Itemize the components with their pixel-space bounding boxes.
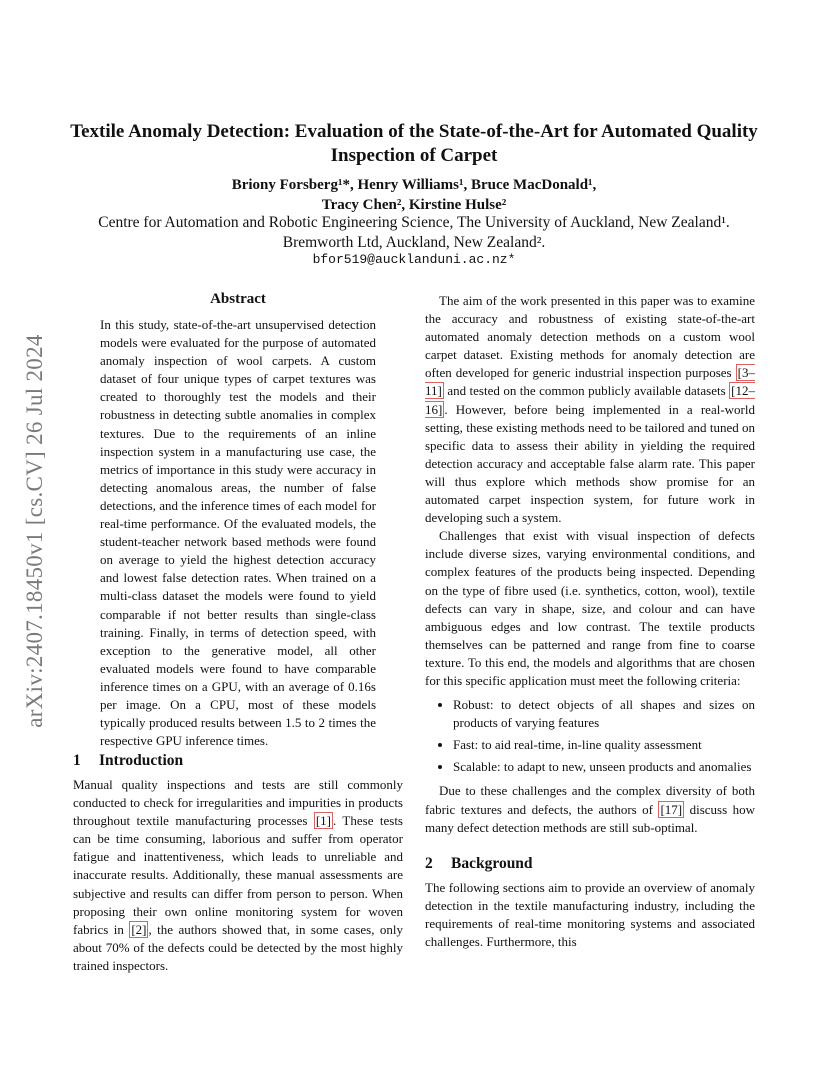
section-heading-introduction (73, 752, 183, 770)
intro-paragraph-4: Due to these challenges and the complex diversity of both fabric textures and defects, the authors of [17] discuss how many defect detection methods are still sub-optimal. (425, 783, 755, 835)
authors-line-2: Tracy Chen², Kirstine Hulse² (321, 197, 507, 213)
section-number: 1 (73, 752, 81, 769)
section-title: Background (451, 854, 533, 872)
section-number: 2 (425, 854, 433, 872)
arxiv-stamp-text: arXiv:2407.18450v1 [cs.CV] 26 Jul 2024 (22, 334, 47, 728)
citation-link[interactable]: [17] (660, 801, 683, 817)
contact-email: bfor519@aucklanduni.ac.nz* (312, 252, 516, 267)
citation-link[interactable]: [3–11] (425, 365, 755, 399)
affiliation-2: Bremworth Ltd, Auckland, New Zealand². (282, 234, 546, 251)
citation-link[interactable]: [12–16] (425, 383, 755, 417)
intro-paragraph-2: The aim of the work presented in this paper was to examine the accuracy and robustness of existing state-of-the-art automated anomaly detection methods on a custom wool carpet dataset. Existing methods for anomaly detection are often developed for generic industrial inspection purposes [3–11] and tested on the common publicly available datasets [12–16] . However, before being implemented in a real-world setting, these existing methods need to be tailored and tuned on specific data to assess their ability in yielding the required detection accuracy and acceptable false alarm rate. This paper will thus explore which methods show promise for an automated carpet inspection system, for future work in developing such a system. (425, 293, 755, 526)
criteria-list (425, 696, 755, 776)
author-list (60, 175, 768, 215)
citation-link[interactable]: [1] (315, 813, 331, 829)
background-paragraph-1: The following sections aim to provide an overview of anomaly detection in the textile manufacturing industry, including the requirements of real-time monitoring systems and associated challenges. Furthermore, this (425, 879, 755, 950)
intro-paragraph-1: Manual quality inspections and tests are still commonly conducted to check for irregularities and impurities in products throughout textile manufacturing processes [1] . These tests can be time consuming, laborious and suffer from operator fatigue and inattentiveness, which leads to unreliable and inaccurate results. Additionally, these manual assessments are subjective and results can differ from person to person. When proposing their own online monitoring system for woven fabrics in [2] , the authors showed that, in some cases, only about 70% of the defects could be detected by the most highly trained inspectors. (73, 777, 403, 973)
list-item: • Scalable: to adapt to new, unseen products and anomalies (453, 758, 755, 776)
paper-title: Textile Anomaly Detection: Evaluation of the State-of-the-Art for Automated Quality Inspection of Carpet (70, 121, 758, 166)
section-heading-background (425, 855, 755, 873)
affiliations (40, 213, 788, 253)
abstract-heading: Abstract (210, 291, 266, 307)
abstract-text: In this study, state-of-the-art unsupervised detection models were evaluated for the purpose of automated anomaly inspection of wool carpets. A custom dataset of four unique types of carpet textures was created to thoroughly test the models and their robustness in detecting subtle anomalies in complex textures. Due to the requirements of an inline inspection system in a manufacturing use case, the metrics of importance in this study were accuracy in detecting anomalous areas, the number of false detections, and the inference times of each model for real-time performance. Of the evaluated models, the student-teacher network based methods were found on average to yield the highest detection accuracy and lowest false detection rates. When trained on a multi-class dataset the models were found to yield comparable if not better results than single-class training. Finally, in terms of detection speed, with exception to the generative model, all other evaluated models were found to have comparable inference times on a GPU, with an average of 0.16s per image. On a CPU, most of these models typically produced results between 1.5 to 2 times the respective GPU inference times. (100, 317, 376, 749)
list-item: • Robust: to detect objects of all shapes and sizes on products of varying features (453, 696, 755, 732)
list-item: • Fast: to aid real-time, in-line quality assessment (453, 736, 755, 754)
authors-line-1: Briony Forsberg¹*, Henry Williams¹, Bruce MacDonald¹, (231, 177, 597, 193)
citation-link[interactable]: [2] (131, 921, 147, 937)
section-title: Introduction (99, 752, 184, 769)
right-column (425, 292, 755, 951)
affiliation-1: Centre for Automation and Robotic Engineering Science, The University of Auckland, New Zealand¹. (98, 214, 730, 231)
intro-paragraph-3: Challenges that exist with visual inspection of defects include diverse sizes, varying environmental conditions, and complex features of the products being inspected. Depending on the type of fibre used (i.e. synthetics, cotton, wool), textile defects can vary in shape, size, and colour and can have ambiguous edges and low contrast. The textile products themselves can be patterned and range from fine to coarse texture. To this end, the models and algorithms that are chosen for this specific application must meet the following criteria: (425, 528, 755, 688)
arxiv-stamp (20, 296, 50, 766)
